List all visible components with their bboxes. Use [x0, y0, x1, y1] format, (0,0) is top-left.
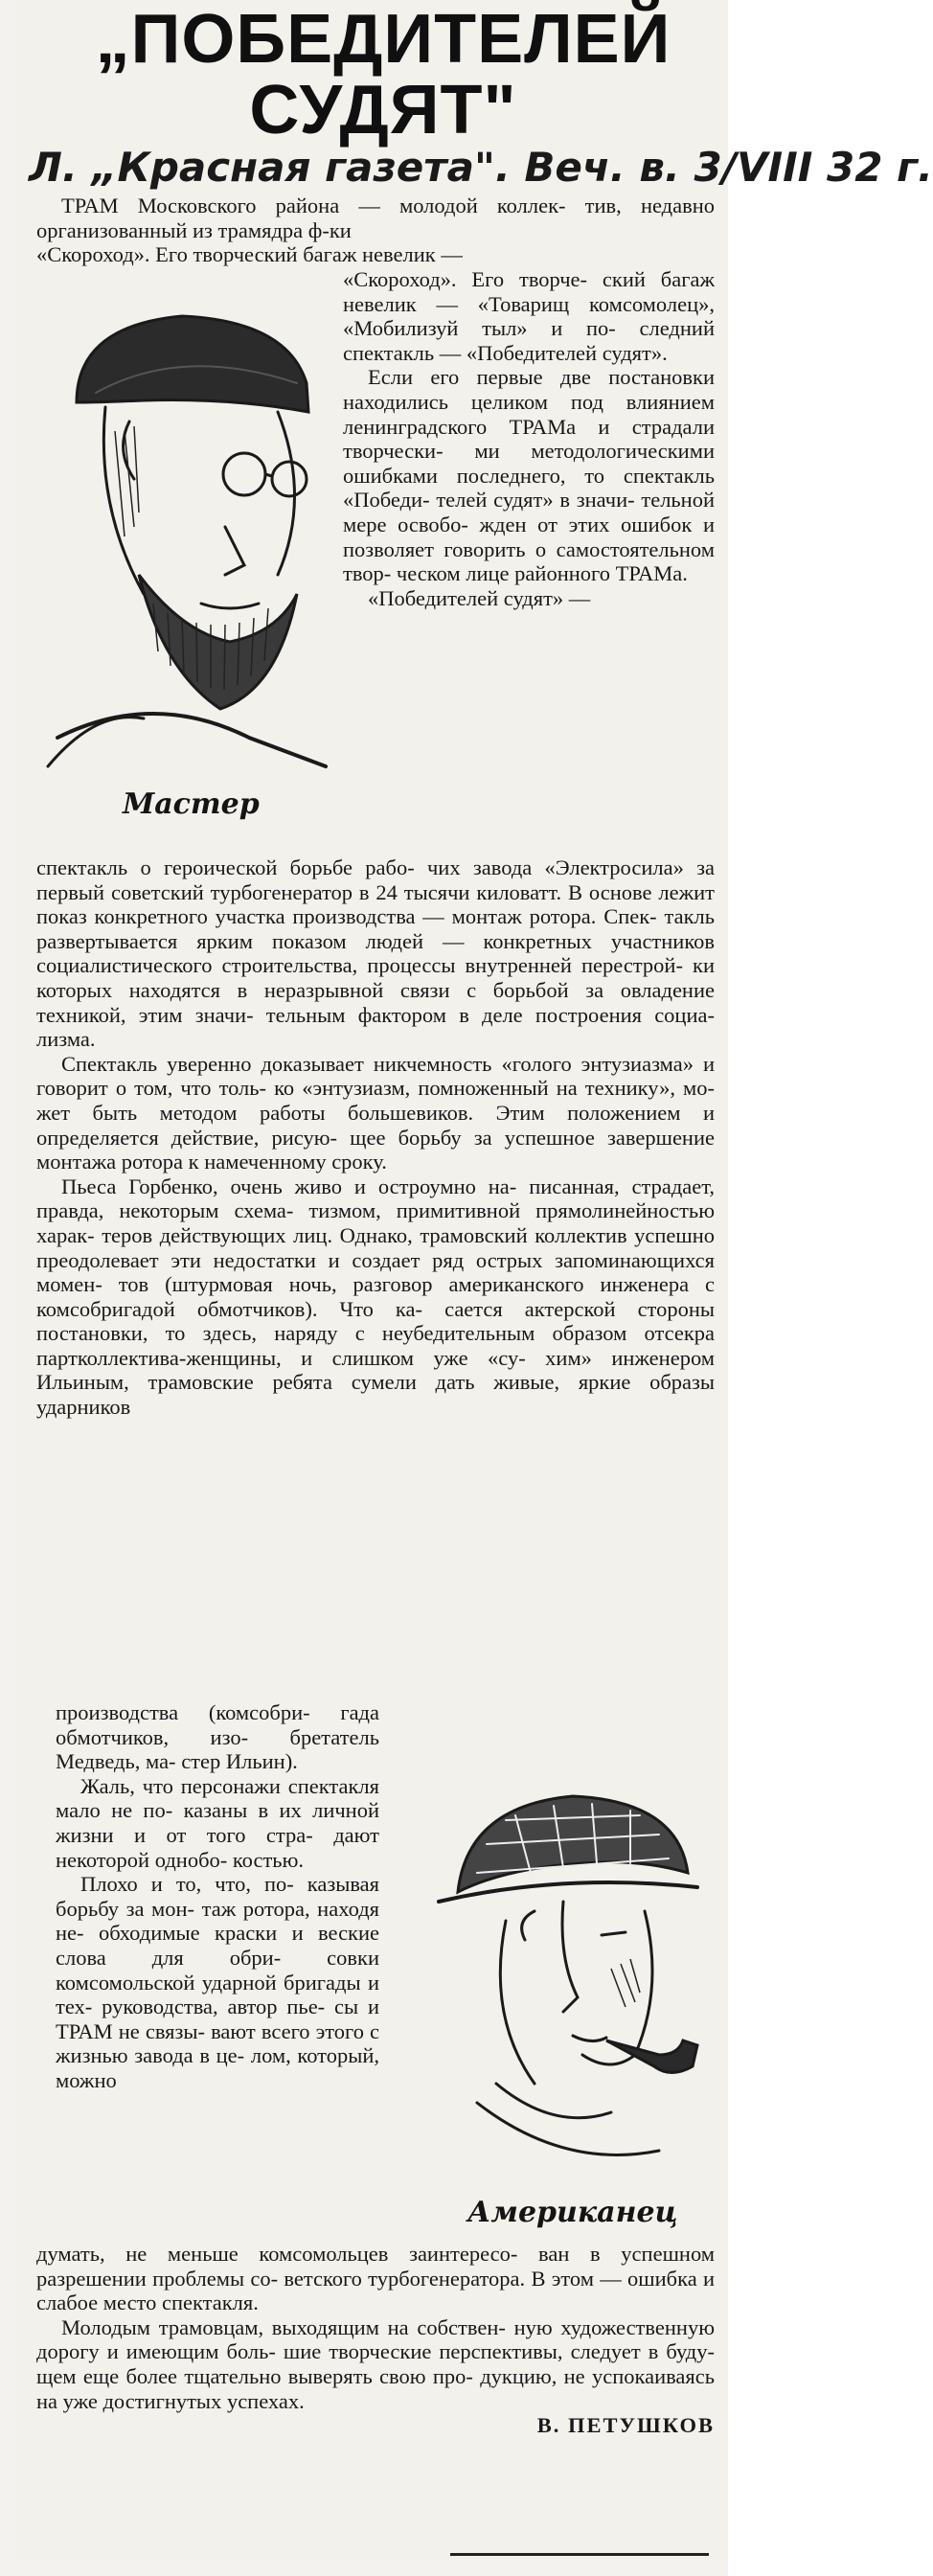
text-line: казывая борьбу за мон-: [56, 1872, 379, 1921]
text-line: дают некоторой однобо-: [56, 1822, 379, 1872]
paragraph: [56, 1774, 379, 1872]
text-line: коллектив успешно преодолевает эти недостатки: [36, 1222, 716, 1272]
text-line: и позволяет говорить: [343, 512, 715, 561]
paragraph: [36, 242, 715, 267]
text-line: постановки находились: [343, 365, 716, 414]
master-portrait: [38, 287, 335, 766]
text-line: ки которых находятся в неразрывной связи: [36, 953, 715, 1002]
text-line: производства (комсобри-: [56, 1700, 310, 1724]
text-line: лизма.: [36, 1027, 96, 1052]
text-line: партколлектива-женщины, и слишком уже «су-: [36, 1345, 526, 1370]
paragraph: [36, 1174, 715, 1420]
text-line: целиком под влиянием: [470, 389, 715, 414]
text-line: теров действующих лиц. Однако, трамовский: [102, 1222, 528, 1247]
american-caption: Американец: [467, 2196, 678, 2229]
text-line: успехах.: [226, 2388, 305, 2413]
text-line: ленинградского ТРАМа: [343, 414, 577, 439]
text-line: то спектакль «Победи-: [343, 463, 715, 513]
text-line: жден от этих ошибок: [479, 512, 693, 536]
text-line: дукцию, не успокаиваясь на уже достигнутых: [36, 2363, 716, 2413]
signature-rule: [450, 2553, 709, 2556]
text-column-left: [56, 1700, 379, 2093]
text-line: вают всего этого с: [211, 2018, 380, 2043]
text-line: ударной бригады и тех-: [56, 1970, 379, 2019]
text-line: хим» инженером Ильиным, трамовские ребята: [36, 1345, 716, 1395]
text-line: шие творческие перспективы, следует в буду-: [283, 2339, 715, 2364]
text-line: стер Ильин).: [181, 1749, 298, 1774]
signature: В. ПЕТУШКОВ: [536, 2413, 715, 2438]
paragraph: [36, 2242, 715, 2315]
text-line: сы и ТРАМ не связы-: [56, 1995, 379, 2043]
text-line: лом, который, можно: [56, 2043, 379, 2092]
text-line: конкретных участников социалистического: [36, 928, 716, 978]
text-line: веские слова для обри-: [56, 1921, 380, 1970]
text-line: слабое место спектакля.: [36, 2291, 259, 2315]
text-line: строительства, процессы внутренней перестрой-: [221, 953, 683, 978]
text-line: думать, не меньше комсомольцев заинтересо-: [36, 2242, 518, 2266]
paragraph: [56, 1872, 379, 2092]
text-line: с борьбой за овладение техникой, этим значи-: [36, 977, 716, 1027]
text-line: руководства, автор пье-: [102, 1995, 326, 2019]
text-line: о самостоятельном твор-: [343, 536, 715, 586]
text-line: и страдали творчески-: [343, 414, 715, 464]
text-line: Молодым трамовцам, выходящим на собствен-: [61, 2314, 506, 2339]
paragraph-intro: [36, 194, 715, 267]
text-line: Пьеса Горбенко, очень живо и остроумно на-: [61, 1174, 517, 1198]
text-line: сумели дать живые, яркие образы ударников: [36, 1370, 716, 1420]
text-line: таж ротора, находя не-: [56, 1896, 379, 1946]
paragraph: [36, 855, 715, 1052]
text-line: ошибками последнего,: [343, 463, 566, 488]
text-line: тив, недавно организованный из трамядра ф-ки: [36, 194, 716, 242]
text-line: жизнью завода в це-: [56, 2043, 245, 2068]
text-line: сается актерской стороны постановки, то здесь,: [36, 1296, 716, 1346]
text-line: ТРАМа.: [615, 561, 688, 586]
text-line: такль развертывается ярким показом людей —: [36, 904, 715, 953]
article-headline: „ПОБЕДИТЕЛЕЙ СУДЯТ": [95, 1, 671, 148]
text-line: тельным фактором в деле построения социа-: [265, 1002, 715, 1027]
text-line: спектакля мало не по-: [56, 1773, 379, 1823]
paragraph: [36, 194, 715, 242]
text-line: «Скороход». Его творче-: [343, 267, 588, 291]
paragraph: [36, 1052, 715, 1174]
text-line: инженера с комсобригадой обмотчиков). Что ка-: [36, 1272, 715, 1321]
text-line: положением и определяется действие, рисую-: [36, 1100, 716, 1150]
text-line: киловатт. В основе лежит показ конкретного: [36, 879, 716, 929]
text-line: Спектакль уверенно доказывает никчемность: [61, 1051, 492, 1076]
text-column-right: [343, 267, 715, 610]
text-line: казаны в их личной: [183, 1798, 380, 1823]
text-line: Если его первые две: [368, 365, 591, 390]
text-line: писанная, страдает, правда, некоторым схема-: [36, 1174, 715, 1223]
text-line: ван в успешном разрешении проблемы со-: [36, 2242, 715, 2291]
text-line: наряду с неубедительным образом отсекра: [274, 1321, 715, 1346]
text-line: и создает ряд острых запоминающихся момен-: [36, 1247, 716, 1297]
text-line: «Победителей судят».: [466, 340, 668, 365]
text-line: «Товарищ комсомолец»,: [477, 291, 715, 316]
text-line: Жаль, что персонажи: [80, 1773, 281, 1798]
text-line: «Мобилизуй тыл» и по-: [343, 316, 616, 341]
text-line: тельной мере освобо-: [343, 488, 716, 536]
paragraph: [56, 1700, 379, 1774]
text-line: советский турбогенератор в 24 тысячи: [110, 879, 470, 904]
text-line: тов (штурмовая ночь, разговор американского: [118, 1272, 584, 1297]
text-line: бретатель Медведь, ма-: [56, 1724, 380, 1774]
paragraph: [343, 586, 715, 611]
text-line: жет быть методом работы большевиков. Этим: [36, 1100, 545, 1125]
text-body-ending: [36, 2242, 715, 2438]
text-line: костью.: [232, 1847, 305, 1872]
text-line: ский багаж невелик —: [343, 267, 715, 316]
text-line: «голого энтузиазма» и говорит о том, что толь-: [36, 1051, 715, 1101]
text-line: гада обмотчиков, изо-: [56, 1700, 379, 1749]
source-note: Л. „Красная газета". Веч. в. 3/VIII 32 г.: [29, 144, 933, 191]
text-line: ко «энтузиазм, помноженный на технику», мо-: [274, 1076, 715, 1101]
text-line: ную художественную дорогу и имеющим боль-: [36, 2314, 716, 2364]
text-line: тизмом, примитивной прямолинейностью харак-: [36, 1198, 716, 1247]
paragraph: [343, 267, 715, 365]
text-line: спектакль о героической борьбе рабо-: [36, 855, 415, 879]
text-line: совки комсомольской: [56, 1945, 379, 1995]
master-caption: Мастер: [123, 787, 260, 821]
text-line: жизни и от того стра-: [56, 1822, 313, 1847]
text-line: ТРАМ Московского района — молодой коллек-: [61, 194, 566, 217]
text-line: обходимые краски и: [98, 1921, 304, 1946]
text-line: чих завода «Электросила» за первый: [36, 855, 716, 904]
paragraph: [36, 2315, 715, 2413]
text-line: «Скороход». Его творческий багаж невелик —: [36, 242, 463, 267]
text-line: ми методологическими: [474, 439, 715, 464]
text-line: ческом лице районного: [396, 561, 610, 586]
text-line: Плохо и то, что, по-: [80, 1872, 294, 1897]
text-line: участка производства — монтаж ротора. Спек-: [215, 904, 657, 929]
text-line: следний спектакль —: [343, 316, 715, 365]
text-body-full-width: [36, 855, 715, 1420]
text-line: «Победителей судят» —: [368, 585, 591, 610]
text-line: щем еще более тщательно выверять свою про-: [36, 2363, 473, 2388]
text-line: ветского турбогенератора. В этом — ошибка и: [284, 2266, 715, 2291]
text-line: телей судят» в значи-: [436, 488, 635, 513]
american-portrait: [420, 1767, 717, 2170]
text-line: щее борьбу за успешное завершение монтажа: [36, 1125, 715, 1174]
paragraph: [343, 365, 715, 585]
text-line: ротора к намеченному сроку.: [121, 1150, 387, 1174]
